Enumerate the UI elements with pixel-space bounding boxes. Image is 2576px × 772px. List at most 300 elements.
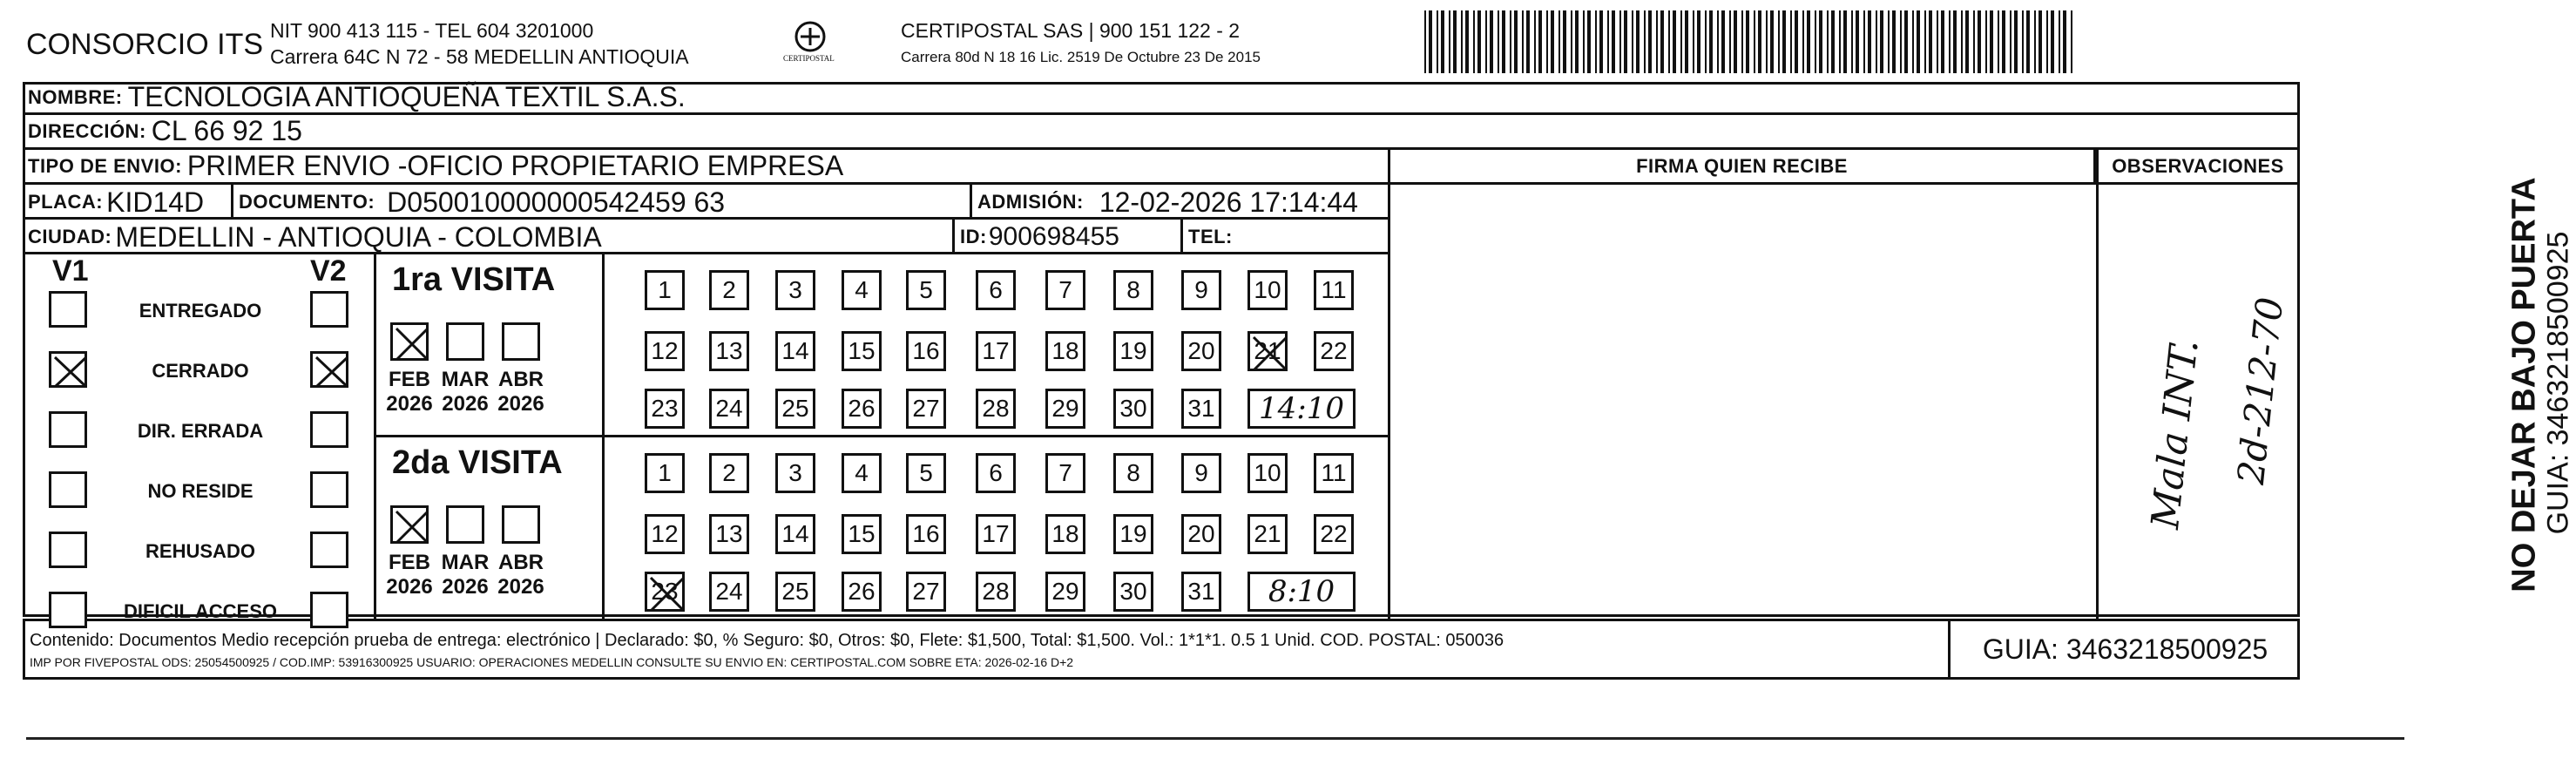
firma-label: FIRMA QUIEN RECIBE [1636, 154, 1848, 177]
day-box[interactable] [1113, 453, 1153, 493]
barcode-bar [1563, 10, 1566, 73]
handwritten-observation-1: Mala INT. [2143, 336, 2208, 532]
day-number: 3 [788, 276, 802, 303]
day-box[interactable] [645, 514, 685, 554]
barcode-bar [1648, 10, 1652, 73]
barcode-bar [1437, 10, 1438, 73]
barcode-bar [1949, 10, 1951, 73]
day-box[interactable] [1113, 389, 1153, 429]
footer-imp: IMP POR FIVEPOSTAL ODS: 25054500925 / COD.IMP: 53916300925 USUARIO: OPERACIONES MEDELLIN CONSULTE SU ENVIO EN: CERTIPOSTAL.COM SOBRE ETA: 2026-02-16 D+2 [30, 655, 1074, 669]
day-box[interactable] [1181, 572, 1221, 612]
day-box[interactable] [1113, 331, 1153, 371]
month-name: ABR [498, 368, 544, 391]
month-year: 2026 [386, 575, 433, 599]
day-number: 10 [1254, 276, 1281, 303]
day-number: 8 [1126, 459, 1140, 486]
barcode-bar [1485, 10, 1487, 73]
v2-checkbox[interactable] [310, 471, 348, 508]
barcode-bar [1917, 10, 1920, 73]
barcode-bar [1636, 10, 1640, 73]
day-number: 13 [715, 337, 743, 364]
day-box[interactable] [1113, 514, 1153, 554]
day-box[interactable] [645, 331, 685, 371]
tel-cell [1188, 220, 1385, 254]
v1-checkbox[interactable] [49, 351, 87, 388]
tel-label: TEL: [1188, 226, 1233, 247]
day-number: 21 [1254, 520, 1281, 547]
id-cell [960, 220, 1183, 254]
barcode-bar [1587, 10, 1591, 73]
x-mark-icon [1250, 334, 1290, 374]
barcode-bar [1441, 10, 1444, 73]
month-checkbox[interactable] [446, 322, 484, 361]
month-label [486, 368, 556, 416]
barcode-bar [1868, 10, 1871, 73]
day-number: 28 [982, 578, 1010, 605]
day-number: 16 [912, 337, 940, 364]
day-number: 22 [1320, 337, 1348, 364]
status-label: NO RESIDE [147, 480, 254, 502]
barcode-bar [1705, 10, 1707, 73]
barcode-bar [1498, 10, 1499, 73]
month-year: 2026 [497, 575, 544, 599]
barcode-bar [1709, 10, 1713, 73]
barcode-bar [1795, 10, 1798, 73]
day-number: 26 [848, 395, 876, 422]
carrier-logo-text: CERTIPOSTAL [783, 54, 835, 63]
day-number: 9 [1194, 459, 1208, 486]
day-box[interactable] [775, 389, 815, 429]
barcode-bar [1741, 10, 1743, 73]
day-number: 4 [855, 459, 869, 486]
ciudad-value: MEDELLIN - ANTIOQUIA - COLOMBIA [115, 220, 602, 253]
day-number: 17 [982, 337, 1010, 364]
observations-area [2099, 185, 2300, 619]
barcode-bar [1449, 10, 1450, 73]
day-box[interactable] [709, 331, 749, 371]
barcode-bar [1929, 10, 1932, 73]
day-box[interactable] [1314, 270, 1354, 310]
day-number: 31 [1187, 578, 1215, 605]
barcode-bar [1632, 10, 1633, 73]
day-number: 16 [912, 520, 940, 547]
documento-label: DOCUMENTO: [239, 191, 375, 213]
company-name: CONSORCIO ITS [26, 28, 264, 61]
barcode-bar [1510, 10, 1511, 73]
admision-cell [977, 185, 1387, 220]
day-number: 18 [1051, 337, 1079, 364]
id-value: 900698455 [988, 222, 1119, 251]
visit-time[interactable]: 8:10 [1247, 572, 1356, 612]
v1-checkbox[interactable] [49, 532, 87, 568]
day-box[interactable] [976, 270, 1016, 310]
documento-cell [239, 185, 972, 220]
barcode-bar [1538, 10, 1542, 73]
day-box[interactable] [775, 514, 815, 554]
handwritten-observation-2: 2d-212-70 [2228, 295, 2292, 487]
barcode-bar [1863, 10, 1865, 73]
day-box[interactable] [1181, 331, 1221, 371]
barcode-bar [1477, 10, 1481, 73]
day-number: 26 [848, 578, 876, 605]
barcode-bar [1453, 10, 1457, 73]
day-number: 5 [919, 276, 933, 303]
day-box[interactable] [1113, 270, 1153, 310]
carrier-logo-icon [788, 19, 832, 71]
day-number: 14 [781, 337, 809, 364]
barcode-bar [1815, 10, 1816, 73]
day-box[interactable] [976, 514, 1016, 554]
carrier-address: Carrera 80d N 18 16 Lic. 2519 De Octubre 23 De 2015 [901, 49, 1261, 65]
month-year: 2026 [442, 575, 489, 599]
day-number: 25 [781, 395, 809, 422]
barcode-bar [1656, 10, 1658, 73]
barcode-bar [1990, 10, 1993, 73]
footer-contenido: Contenido: Documentos Medio recepción prueba de entrega: electrónico | Declarado: $0, % Seguro: $0, Otros: $0, Flete: $1,500, Total: $1,500. Vol.: 1*1*1. 0.5 1 Unid. COD. POSTAL: 050036 [30, 631, 1504, 650]
barcode-bar [1668, 10, 1670, 73]
day-number: 19 [1119, 337, 1147, 364]
v1-checkbox[interactable] [49, 471, 87, 508]
day-box[interactable] [906, 389, 946, 429]
day-box[interactable] [906, 270, 946, 310]
day-box[interactable] [1181, 389, 1221, 429]
month-label [486, 551, 556, 599]
day-box[interactable] [1314, 331, 1354, 371]
ciudad-label: CIUDAD: [28, 226, 112, 247]
day-box[interactable] [1247, 331, 1288, 371]
barcode-bar [2038, 10, 2042, 73]
day-number: 29 [1051, 395, 1079, 422]
barcode-bar [2071, 10, 2072, 73]
day-box[interactable] [842, 453, 882, 493]
day-number: 1 [658, 459, 672, 486]
day-number: 1 [658, 276, 672, 303]
barcode-bar [1778, 10, 1780, 73]
day-box[interactable] [842, 572, 882, 612]
barcode-bar [1782, 10, 1786, 73]
day-number: 9 [1194, 276, 1208, 303]
placa-value: KID14D [106, 186, 205, 218]
status-label: REHUSADO [145, 540, 255, 562]
month-checkbox[interactable] [502, 322, 540, 361]
day-number: 13 [715, 520, 743, 547]
admision-value: 12-02-2026 17:14:44 [1099, 186, 1358, 218]
barcode-bar [1595, 10, 1597, 73]
day-number: 6 [989, 276, 1003, 303]
barcode-bar [1644, 10, 1646, 73]
barcode-bar [1941, 10, 1944, 73]
day-box[interactable] [976, 572, 1016, 612]
month-name: MAR [441, 551, 490, 574]
day-number: 23 [651, 395, 679, 422]
barcode-bar [1619, 10, 1621, 73]
day-box[interactable] [906, 572, 946, 612]
nombre-value: TECNOLOGIA ANTIOQUEÑA TEXTIL S.A.S. [127, 81, 686, 112]
day-box[interactable] [842, 270, 882, 310]
barcode-bar [1502, 10, 1505, 73]
barcode-bar [1526, 10, 1530, 73]
barcode-bar [1429, 10, 1432, 73]
day-number: 24 [715, 578, 743, 605]
visit-title: 1ra VISITA [392, 261, 556, 298]
signature-area[interactable] [1390, 185, 2096, 619]
barcode-bar [1766, 10, 1768, 73]
direccion-row [23, 115, 2300, 150]
barcode-bar [2063, 10, 2066, 73]
v1-checkbox[interactable] [49, 592, 87, 628]
day-box[interactable] [906, 514, 946, 554]
day-number: 7 [1058, 459, 1072, 486]
day-box[interactable] [842, 389, 882, 429]
day-box[interactable] [1045, 270, 1085, 310]
day-number: 11 [1321, 459, 1347, 486]
scan-line [26, 737, 2404, 740]
day-number: 24 [715, 395, 743, 422]
firma-header [1390, 150, 2096, 185]
day-number: 19 [1119, 520, 1147, 547]
barcode-bar [1465, 10, 1469, 73]
barcode-bar [1876, 10, 1877, 73]
v2-checkbox[interactable] [310, 532, 348, 568]
v2-checkbox[interactable] [310, 291, 348, 328]
day-box[interactable] [976, 389, 1016, 429]
month-year: 2026 [497, 392, 544, 416]
day-box[interactable] [645, 572, 685, 612]
ciudad-cell [28, 220, 955, 254]
day-box[interactable] [1045, 331, 1085, 371]
v2-checkbox[interactable] [310, 411, 348, 448]
day-box[interactable] [1181, 514, 1221, 554]
barcode-bar [1819, 10, 1822, 73]
barcode-bar [1973, 10, 1975, 73]
documento-value: D050010000000542459 63 [387, 186, 726, 218]
barcode-bar [2022, 10, 2024, 73]
barcode-bar [1660, 10, 1664, 73]
barcode-bar [1961, 10, 1963, 73]
barcode-bar [1424, 10, 1426, 73]
day-box[interactable] [1247, 270, 1288, 310]
barcode-bar [1680, 10, 1682, 73]
day-box[interactable] [1113, 572, 1153, 612]
day-box[interactable] [842, 514, 882, 554]
v2-checkbox[interactable] [310, 592, 348, 628]
day-number: 27 [912, 578, 940, 605]
observaciones-header [2096, 150, 2300, 185]
side-guia: GUIA: 3463218500925 [2541, 231, 2575, 535]
day-box[interactable] [645, 389, 685, 429]
day-number: 5 [919, 459, 933, 486]
header [0, 0, 2451, 83]
day-box[interactable] [976, 453, 1016, 493]
day-number: 18 [1051, 520, 1079, 547]
barcode-bar [1790, 10, 1792, 73]
month-checkbox[interactable] [502, 505, 540, 544]
day-number: 14 [781, 520, 809, 547]
x-mark-icon [647, 574, 687, 614]
observaciones-label: OBSERVACIONES [2112, 154, 2284, 177]
barcode-bar [1807, 10, 1810, 73]
barcode-bar [1575, 10, 1579, 73]
day-box[interactable] [645, 453, 685, 493]
day-number: 2 [722, 276, 736, 303]
barcode-bar [1583, 10, 1585, 73]
v1-checkbox[interactable] [49, 411, 87, 448]
day-number: 2 [722, 459, 736, 486]
month-checkbox[interactable] [446, 505, 484, 544]
barcode-bar [1978, 10, 1981, 73]
visit-time[interactable]: 14:10 [1247, 389, 1356, 429]
day-box[interactable] [1314, 514, 1354, 554]
admision-label: ADMISIÓN: [977, 191, 1084, 213]
footer-guia: GUIA: 3463218500925 [1982, 633, 2268, 665]
day-box[interactable] [976, 331, 1016, 371]
barcode-bar [1888, 10, 1890, 73]
barcode-bar [2026, 10, 2030, 73]
barcode-bar [1985, 10, 1987, 73]
barcode-bar [1856, 10, 1859, 73]
nombre-label: NOMBRE: [28, 85, 123, 108]
day-box[interactable] [906, 331, 946, 371]
barcode-bar [1612, 10, 1615, 73]
day-box[interactable] [1045, 514, 1085, 554]
status-label: CERRADO [152, 360, 249, 382]
visit-title: 2da VISITA [392, 444, 563, 481]
barcode-bar [1490, 10, 1493, 73]
day-box[interactable] [1247, 453, 1288, 493]
nombre-row [23, 82, 2300, 115]
day-box[interactable] [1045, 389, 1085, 429]
barcode-bar [1461, 10, 1463, 73]
day-box[interactable] [1247, 514, 1288, 554]
day-number: 8 [1126, 276, 1140, 303]
barcode-bar [1685, 10, 1688, 73]
barcode-bar [1754, 10, 1755, 73]
day-box[interactable] [709, 270, 749, 310]
day-number: 22 [1320, 520, 1348, 547]
barcode-bar [2046, 10, 2048, 73]
barcode-bar [1770, 10, 1774, 73]
month-name: MAR [441, 368, 490, 391]
barcode-bar [1827, 10, 1829, 73]
day-number: 17 [982, 520, 1010, 547]
id-label: ID: [960, 226, 987, 247]
barcode-bar [1851, 10, 1853, 73]
barcode-bar [1880, 10, 1883, 73]
barcode-bar [2010, 10, 2011, 73]
day-box[interactable] [709, 514, 749, 554]
carrier-line: CERTIPOSTAL SAS | 900 151 122 - 2 [901, 19, 1241, 42]
day-box[interactable] [775, 270, 815, 310]
day-number: 11 [1321, 276, 1347, 303]
day-box[interactable] [1181, 270, 1221, 310]
day-number: 15 [848, 337, 876, 364]
direccion-value: CL 66 92 15 [151, 115, 302, 146]
barcode-bar [1717, 10, 1719, 73]
day-box[interactable] [709, 572, 749, 612]
barcode-bar [2059, 10, 2060, 73]
barcode-bar [1693, 10, 1694, 73]
day-box[interactable] [1045, 453, 1085, 493]
tipo-row [23, 150, 1390, 185]
tipo-label: TIPO DE ENVIO: [28, 154, 182, 177]
barcode-bar [1551, 10, 1554, 73]
barcode-bar [1998, 10, 1999, 73]
status-label: DIFICIL ACCESO [123, 600, 277, 622]
v2-checkbox[interactable] [310, 351, 348, 388]
barcode-bar [2014, 10, 2018, 73]
day-box[interactable] [1181, 453, 1221, 493]
barcode-bar [1900, 10, 1902, 73]
barcode-bar [1599, 10, 1603, 73]
barcode-bar [1729, 10, 1731, 73]
day-number: 20 [1187, 337, 1215, 364]
day-number: 30 [1119, 395, 1147, 422]
barcode-bar [2051, 10, 2054, 73]
day-number: 23 [651, 578, 679, 605]
day-box[interactable] [775, 453, 815, 493]
address-line: Carrera 64C N 72 - 58 MEDELLIN ANTIOQUIA [270, 45, 689, 68]
barcode-bar [1924, 10, 1926, 73]
day-number: 31 [1187, 395, 1215, 422]
day-box[interactable] [709, 453, 749, 493]
month-year: 2026 [442, 392, 489, 416]
direccion-label: DIRECCIÓN: [28, 119, 146, 142]
day-box[interactable] [1314, 453, 1354, 493]
day-box[interactable] [775, 331, 815, 371]
barcode-bar [1746, 10, 1749, 73]
barcode-bar [2034, 10, 2036, 73]
v1-checkbox[interactable] [49, 291, 87, 328]
day-box[interactable] [645, 270, 685, 310]
day-number: 28 [982, 395, 1010, 422]
barcode-bar [1607, 10, 1609, 73]
x-mark-icon [393, 325, 431, 363]
day-number: 7 [1058, 276, 1072, 303]
day-number: 6 [989, 459, 1003, 486]
day-number: 20 [1187, 520, 1215, 547]
day-box[interactable] [1045, 572, 1085, 612]
barcode [1424, 10, 2078, 73]
day-number: 21 [1254, 337, 1281, 364]
barcode-bar [1571, 10, 1572, 73]
tipo-value: PRIMER ENVIO -OFICIO PROPIETARIO EMPRESA [186, 150, 844, 181]
day-box[interactable] [906, 453, 946, 493]
side-warning: NO DEJAR BAJO PUERTA [2505, 177, 2543, 593]
day-box[interactable] [709, 389, 749, 429]
v2-label: V2 [310, 254, 347, 288]
day-number: 3 [788, 459, 802, 486]
barcode-bar [1673, 10, 1676, 73]
day-box[interactable] [775, 572, 815, 612]
barcode-bar [1514, 10, 1518, 73]
barcode-bar [1953, 10, 1957, 73]
month-name: FEB [389, 368, 430, 391]
v1-label: V1 [52, 254, 89, 288]
x-mark-icon [313, 354, 351, 390]
barcode-bar [1831, 10, 1835, 73]
barcode-bar [1904, 10, 1908, 73]
day-box[interactable] [842, 331, 882, 371]
barcode-bar [1734, 10, 1737, 73]
barcode-bar [1802, 10, 1804, 73]
barcode-bar [1522, 10, 1524, 73]
barcode-bar [1697, 10, 1700, 73]
month-checkbox[interactable] [390, 322, 429, 361]
month-name: ABR [498, 551, 544, 574]
month-checkbox[interactable] [390, 505, 429, 544]
nit-line: NIT 900 413 115 - TEL 604 3201000 [270, 19, 594, 42]
status-label: ENTREGADO [139, 300, 262, 322]
